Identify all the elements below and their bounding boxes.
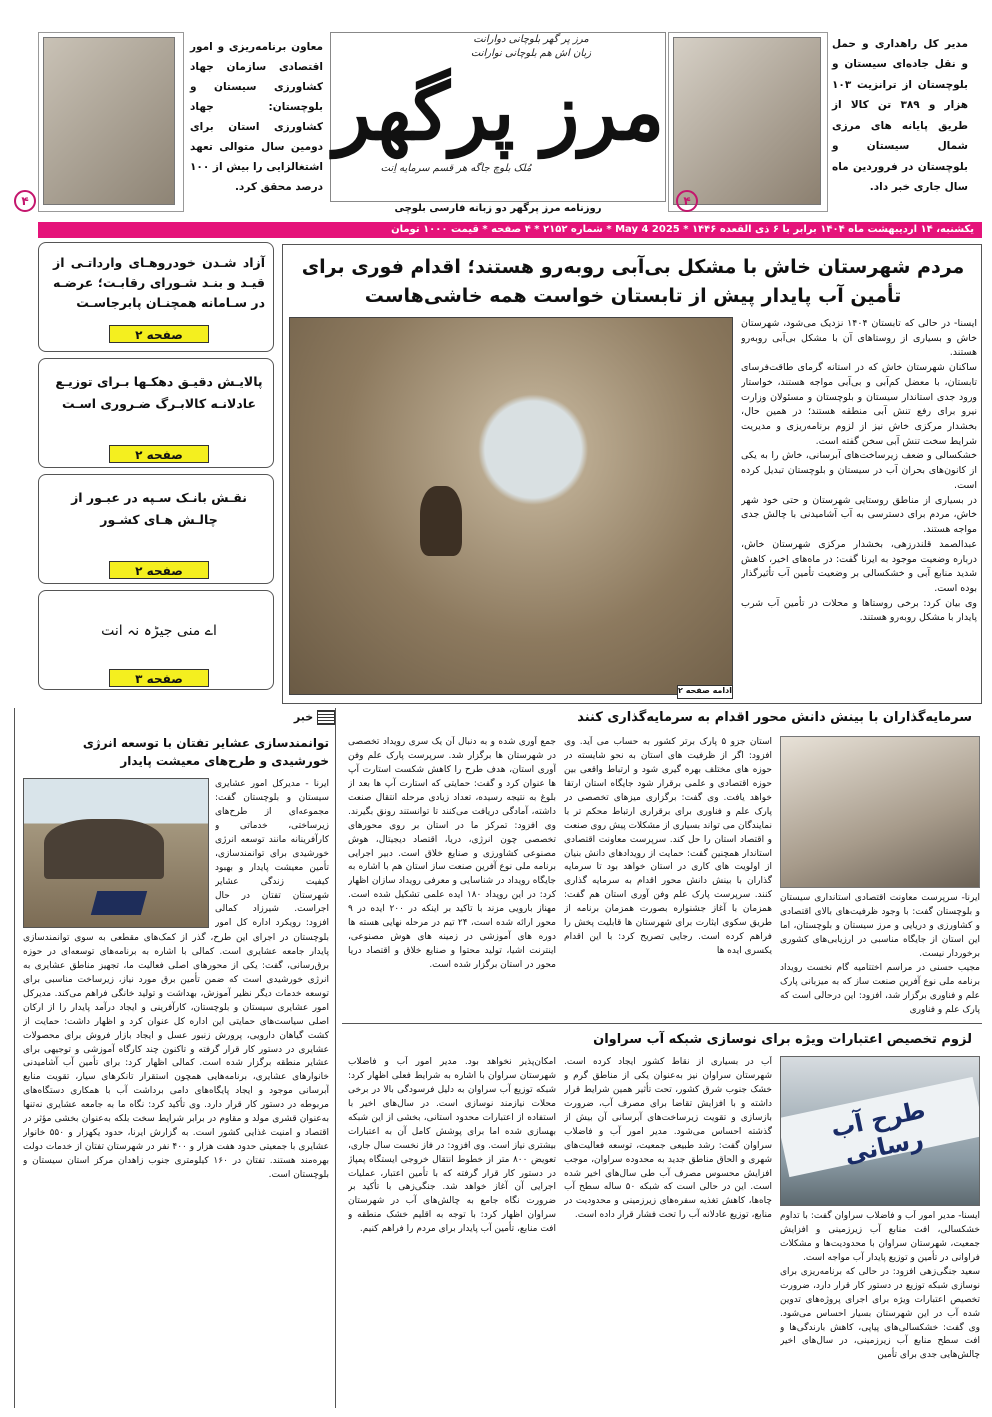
sidebar-item-title: آزاد شـدن خودروهـای وارداتـی از قیـد و بنـد شـورای رقابـت؛ عرضـه در سـامانه همچنـان پابرجاسـت (53, 255, 265, 310)
sidebar-item-4[interactable] (38, 590, 274, 690)
masthead (330, 32, 666, 202)
main-paragraph: عبدالصمد قلندرزهی، بخشدار مرکزی شهرستان خاش، درباره وضعیت موجود به ایرنا گفت: در ماه‌های اخیر، کاهش شدید منابع آبی و خشکسالی بر وضعیت تأمین آب تأثیرگذار بوده است. (741, 538, 977, 594)
nomads-headline[interactable]: توانمندسازی عشایر تفتان با توسعه انرژی خورشیدی و طرح‌های معیشت پایدار (82, 736, 329, 768)
sidebar-page-label: صفحه ۳ (109, 669, 209, 687)
water-col-2 (564, 1056, 772, 1408)
sidebar-item-3[interactable] (38, 474, 274, 584)
investors-headline[interactable]: سرمایه‌گذاران با بینش دانش محور اقدام به سرمایه‌گذاری کنند (577, 710, 972, 725)
news-label-text: خبر (293, 710, 314, 724)
nomads-story (14, 708, 336, 1408)
solar-panel-shape (91, 891, 147, 915)
sidebar-page-label: صفحه ۲ (109, 325, 209, 343)
water-col-3 (348, 1056, 556, 1408)
nomads-intro (215, 778, 329, 928)
main-story (282, 244, 982, 704)
sidebar-page-label: صفحه ۲ (109, 445, 209, 463)
water-col-1 (780, 1210, 980, 1408)
right-lead-box (668, 32, 828, 212)
continued-label[interactable]: ادامه صفحه ۲ (677, 685, 733, 699)
left-lead-box (38, 32, 184, 212)
main-paragraph: وی بیان کرد: برخی روستاها و محلات در تأمین آب شرب پایدار با مشکل روبه‌رو هستند. (741, 597, 977, 624)
investors-story (342, 708, 982, 1024)
investors-caption (780, 892, 980, 1022)
right-lead-page-badge: ۴ (676, 190, 698, 212)
right-lead-text[interactable] (830, 32, 970, 216)
main-paragraph: ایسنا- در حالی که تابستان ۱۴۰۴ نزدیک می‌شود، شهرستان خاش و بسیاری از روستاهای آن با مشکل بی‌آبی روبه‌رو هستند. (741, 318, 977, 359)
sidebar-item-2[interactable] (38, 358, 274, 468)
tent-shape (44, 819, 164, 879)
news-label (275, 710, 335, 728)
main-headline[interactable]: مردم شهرستان خاش با مشکل بی‌آبی روبه‌رو هستند؛ اقدام فوری برای تأمین آب پایدار پیش از تابستان خواست همه خاشی‌هاست (301, 256, 965, 307)
left-lead-text[interactable] (184, 32, 329, 212)
sidebar (38, 242, 274, 702)
column-text: استان جزو ۵ پارک برتر کشور به حساب می آید. وی افزود: اگر از ظرفیت های استان به نحو شایسته در حوزه های مختلف بهره گیری شود و ارتباط واقعی بین حوزه اقتصادی و علمی برقرار شود جایگاه استان ارتقا خواهد یافت. وی گفت: برگزاری میزهای تخصصی در پارک علم و فناوری برای برقراری ارتباط محکم تر با نمایندگان می تواند بسیاری از مشکلات پیش روی صنعت و اقتصاد استان را حل کند. سرپرست معاونت اقتصادی استاندار همچنین گفت: حمایت از رویدادهای دانش بنیان از اولویت های کاری در استان خواهد بود تا سرمایه گذاران با بینش دانش محور اقدام به سرمایه گذاری کنند. سرپرست پارک علم وفن آوری استان هم گفت: همزمان با آغاز جشنواره بصورت همزمان برنامه از طریق سکوی ایثارت برای شهرستان ها قابلیت پخش را فراهم کرده است. رجایی تصریح کرد: با این اقدام یکسری ایده ها (564, 737, 772, 957)
main-story-body (741, 317, 977, 697)
newspaper-logo: مرز پرگهر (333, 67, 665, 158)
sidebar-page-label: صفحه ۲ (109, 561, 209, 579)
official-photo-right (673, 37, 821, 205)
investors-col-1 (564, 736, 772, 1024)
slogan-line-1: مرز پر گهر بلوچانی دوارانت (473, 34, 589, 45)
pipe-text: طرح آب رسانی (828, 1095, 928, 1169)
right-lead-summary: مدیر کل راهداری و حمل و نقل جاده‌ای سیستان و بلوچستان از ترانزیت ۱۰۳ هزار و ۳۸۹ تن کالا از طریق پایانه های مرزی شمال سیستان و بلوچستان در فروردین ماه سال جاری خبر داد. (832, 38, 969, 194)
sidebar-item-title: اے منی جیڑہ نہ انت (101, 623, 217, 639)
left-lead-summary: معاون برنامه‌ریزی و امور اقتصادی سازمان جهاد کشاورزی سیستان و بلوچستان: جهاد کشاورزی استان برای دومین سال متوالی تعهد اشتغالزایی را بیش از ۱۰۰ درصد محقق کرد. (190, 41, 323, 193)
main-paragraph: در بسیاری از مناطق روستایی شهرستان و حتی خود شهر خاش، مردم برای دسترسی به آب آشامیدنی با چالش جدی مواجه هستند. (741, 494, 977, 536)
caption-text: ایسنا- مدیر امور آب و فاضلاب سراوان گفت: با تداوم خشکسالی، افت منابع آب زیرزمینی و افزایش جمعیت، شهرستان سراوان با محدودیت‌ها و مشکلات فراوانی در تأمین و توزیع پایدار آب مواجه است. (780, 1211, 980, 1263)
column-text: آب در بسیاری از نقاط کشور ایجاد کرده است. شهرستان سراوان نیز به‌عنوان یکی از مناطق گرم و خشک جنوب شرق کشور، تحت تأثیر همین شرایط قرار داشته و با افزایش تقاضا برای مصرف آب، ضرورت بازسازی و تقویت زیرساخت‌های آبرسانی آن بیش از گذشته احساس می‌شود. مدیر امور آب و فاضلاب سراوان گفت: رشد طبیعی جمعیت، توسعه فعالیت‌های شهری و الحاق مناطق جدید به محدوده سراوان، موجب افزایش محسوس مصرف آب طی سال‌های اخیر شده است. این در حالی است که شبکه ۵۰ ساله سطح آب چاه‌ها، کاهش تغذیه سفره‌های زیرزمینی و محدودیت در منابع، توزیع عادلانه آب را تحت فشار قرار داده است. (564, 1057, 772, 1221)
body-text: بلوچستان در اجرای این طرح، گذر از کمک‌های مقطعی به سوی توانمندسازی پایدار جامعه عشایری است. کمالی با اشاره به برنامه‌های توسعه‌ای در حوزه برق‌رسانی، گفت: یکی از محورهای اصلی فعالیت ما، تجهیز مناطق عشایری به انرژی خورشیدی است که ضمن تأمین برق مورد نیاز، زیرساخت مناسبی برای توسعه خدمات دیگر نظیر آموزش، بهداشت و تولید خانگی فراهم می‌کند. مدیرکل امور عشایری سیستان و بلوچستان، کارآفرینی و ایجاد درآمد پایدار را از ارکان اصلی سیاست‌های حمایتی این اداره کل عنوان کرد و اظهار داشت: حمایت از کشت گیاهان دارویی، پرورش زنبور عسل و ایجاد بازار فروش برای محصولات عشایری در دستور کار قرار گرفته و تاکنون چند کارگاه آموزشی و توجیهی برای عشایر منطقه برگزار شده است. کمالی اظهار کرد: برای تأمین آب آشامیدنی خانوارهای عشایری، برنامه‌هایی همچون استقرار تانکرهای سیار، تقویت منابع آبرسانی موجود و ایجاد پایگاه‌های دامی برداشت آب با همکاری دستگاه‌های مربوطه در دستور کار قرار دارد. وی تأکید کرد: نگاه ما به جامعه عشایری نه‌تنها به‌عنوان قشری مولد و مقاوم در برابر شرایط سخت بلکه به‌عنوان بخشی مؤثر در اقتصاد و امنیت غذایی کشور است. به گزارش ایرنا، حدود یکهزار و ۵۵۰ خانوار عشایری با جمعیتی حدود هفت هزار و ۴۰۰ نفر در شهرستان تفتان از خدمات دولت بهره‌مند هستند. تفتان در ۱۶۰ کیلومتری جنوب زاهدان مرکز استان سیستان و بلوچستان است. (23, 933, 329, 1180)
column-text: سعید جنگی‌زهی افزود: در حالی که برنامه‌ریزی برای نوسازی شبکه توزیع در دستور کار قرار دارد، ضرورت تخصیص اعتبارات ویژه برای اجرای پروژه‌های تدوین شده آب در این شهرستان بسیار احساس می‌شود. وی گفت: خشکسالی‌های پیاپی، کاهش بارندگی‌ها و افت سطح منابع آب زیرزمینی، در سال‌های اخیر چالش‌هایی جدی برای تأمین (780, 1266, 980, 1361)
left-lead-page-badge: ۴ (14, 190, 36, 212)
intro-text: ایرنا - مدیرکل امور عشایری سیستان و بلوچستان گفت: مجموعه‌ای از طرح‌های زیرساختی، خدماتی و کارآفرینانه مانند توسعه انرژی خورشیدی برای توانمندسازی، تأمین معیشت پایدار و بهبود کیفیت زندگی عشایر شهرستان تفتان در حال اجراست. شیرزاد کمالی افزود: رویکرد اداره کل امور (215, 779, 329, 928)
column-text: جمع آوری شده و به دنبال آن یک سری رویداد تخصصی در شهرستان ها برگزار شد. سرپرست پارک علم وفن آوری استان، هدف طرح را کاهش شکست استارت آپ ها عنوان کرد و گفت: حمایتی که استارت آپ ها بعد از بلوغ به نتیجه رسیده، تعداد زیادی مرحله انتقال صنعت داشته، آمادگی دریافت می‌کنند تا توانستند رونق بگیرند. وی افزود: تمرکز ما در استان بر روی محورهای تخصصی چون انرژی، دریا، اقتصاد دیجیتال، هوش مصنوعی کشاورزی و صنایع خلاق است. دبیر اجرایی برنامه ملی نوع آفرین صنعت ساز استان هم با اشاره به جایگاه رویداد در شناسایی و معرفی رویداد سازان اظهار کرد: در این رویداد ۱۸۰ ایده علمی تشکیل شده است. مهناز بارویی مزند با تاکید بر اینکه در ۲۰۰ ایده در ۹ محور ارائه شده است، ۲۴ تیم در مرحله نهایی هسته ها دوره های آموزشی در زمینه های هوش مصنوعی، اینترنت اشیا، تولید محتوا و صنایع خلاق و اقتصاد دریا محور در استان برگزار شده است. (348, 737, 556, 970)
caption-text: ایرنا- سرپرست معاونت اقتصادی استانداری سیستان و بلوچستان گفت: با وجود ظرفیت‌های بالای اقتصادی و کشاورزی و دریایی و مرز سیستان و بلوچستان، اما این استان از جایگاه مناسبی در ارزیابی‌های کشوری برخوردار نیست. (780, 893, 980, 959)
caption-text: مجیب حسنی در مراسم اختتامیه گام نخست رویداد برنامه ملی نوع آفرین صنعت ساز که به میزبانی پارک علم و فناوری برگزار شد، افزود: این درحالی است که پارک علم و فناوری (780, 962, 980, 1015)
nomad-tent-photo (23, 778, 209, 928)
investors-col-2 (348, 736, 556, 1024)
masthead-subtitle: روزنامه مرز پرگهر دو زبانه فارسی بلوچی (394, 203, 602, 214)
main-paragraph: خشکسالی و ضعف زیرساخت‌های آبرسانی، خاش را به یکی از کانون‌های بحران آب در سیستان و بلوچستان تبدیل کرده است. (741, 450, 977, 491)
nomads-body (23, 932, 329, 1402)
water-headline[interactable]: لزوم تخصیص اعتبارات ویژه برای نوسازی شبکه آب سراوان (593, 1032, 972, 1047)
news-icon (317, 710, 335, 725)
drought-photo (289, 317, 733, 695)
water-story (342, 1030, 982, 1410)
child-figure (420, 486, 462, 556)
sidebar-item-title: پالایـش دقیـق دهکـها بـرای توزیـع عادلانـه کالابـرگ ضـروری اسـت (55, 374, 263, 411)
official-photo-investors (780, 736, 980, 888)
sidebar-item-1[interactable] (38, 242, 274, 352)
official-photo-left (43, 37, 175, 205)
date-bar: یکشنبه، ۱۴ اردیبهشت ماه ۱۴۰۴ برابر با ۶ ذی القعده ۱۴۴۶ * May 4 2025 * شماره ۲۱۵۲ * ۴ صفحه * قیمت ۱۰۰۰ تومان (38, 222, 982, 238)
sidebar-item-title: نقـش بانـک سـپه در عبـور از چالـش هـای کشـور (71, 490, 247, 527)
water-pipe-photo (780, 1056, 980, 1206)
main-paragraph: ساکنان شهرستان خاش که در استانه گرمای طاقت‌فرسای تابستان، با معضل کم‌آبی و بی‌آبی مواجه هستند، خواستار ورود جدی استاندار سیستان و بلوچستان و مسئولان وزارت نیرو برای رفع تنش آبی منطقه هستند؛ در همین حال، بخشدار مرکزی خاش نیز از لزوم برنامه‌ریزی و مدیریت شرایط سخت تنش آبی سخن گفته است. (741, 362, 977, 447)
slogan-line-2: زبان اش هم بلوچانی نوارانت (470, 48, 592, 59)
column-text: امکان‌پذیر نخواهد بود. مدیر امور آب و فاضلاب شهرستان سراوان با اشاره به شرایط فعلی اظهار کرد: شبکه توزیع آب سراوان به دلیل فرسودگی بالا در برخی محلات نیازمند نوسازی است. در سال‌های اخیر با استفاده از اعتبارات محدود استانی، بخشی از این شبکه بهسازی شده اما برای پوشش کامل آن به اعتبارات بیشتری نیاز است. وی افزود: در فاز نخست سال جاری، تعویض ۸۰۰ متر از خطوط انتقال خروجی ایستگاه پمپاژ در دستور کار قرار گرفته که با تأمین اعتبار، عملیات اجرایی آن آغاز خواهد شد. جنگی‌زهی با تأکید بر ضرورت نگاه جامع به چالش‌های آب در شهرستان سراوان اظهار کرد: با توجه به اقلیم خشک منطقه و افت منابع، تأمین آب پایدار برای مردم را فراهم کنیم. (348, 1057, 556, 1235)
slogan-bottom: مُلک بلوچ جاگه هر قسم سرمایه اِنت (380, 163, 532, 174)
